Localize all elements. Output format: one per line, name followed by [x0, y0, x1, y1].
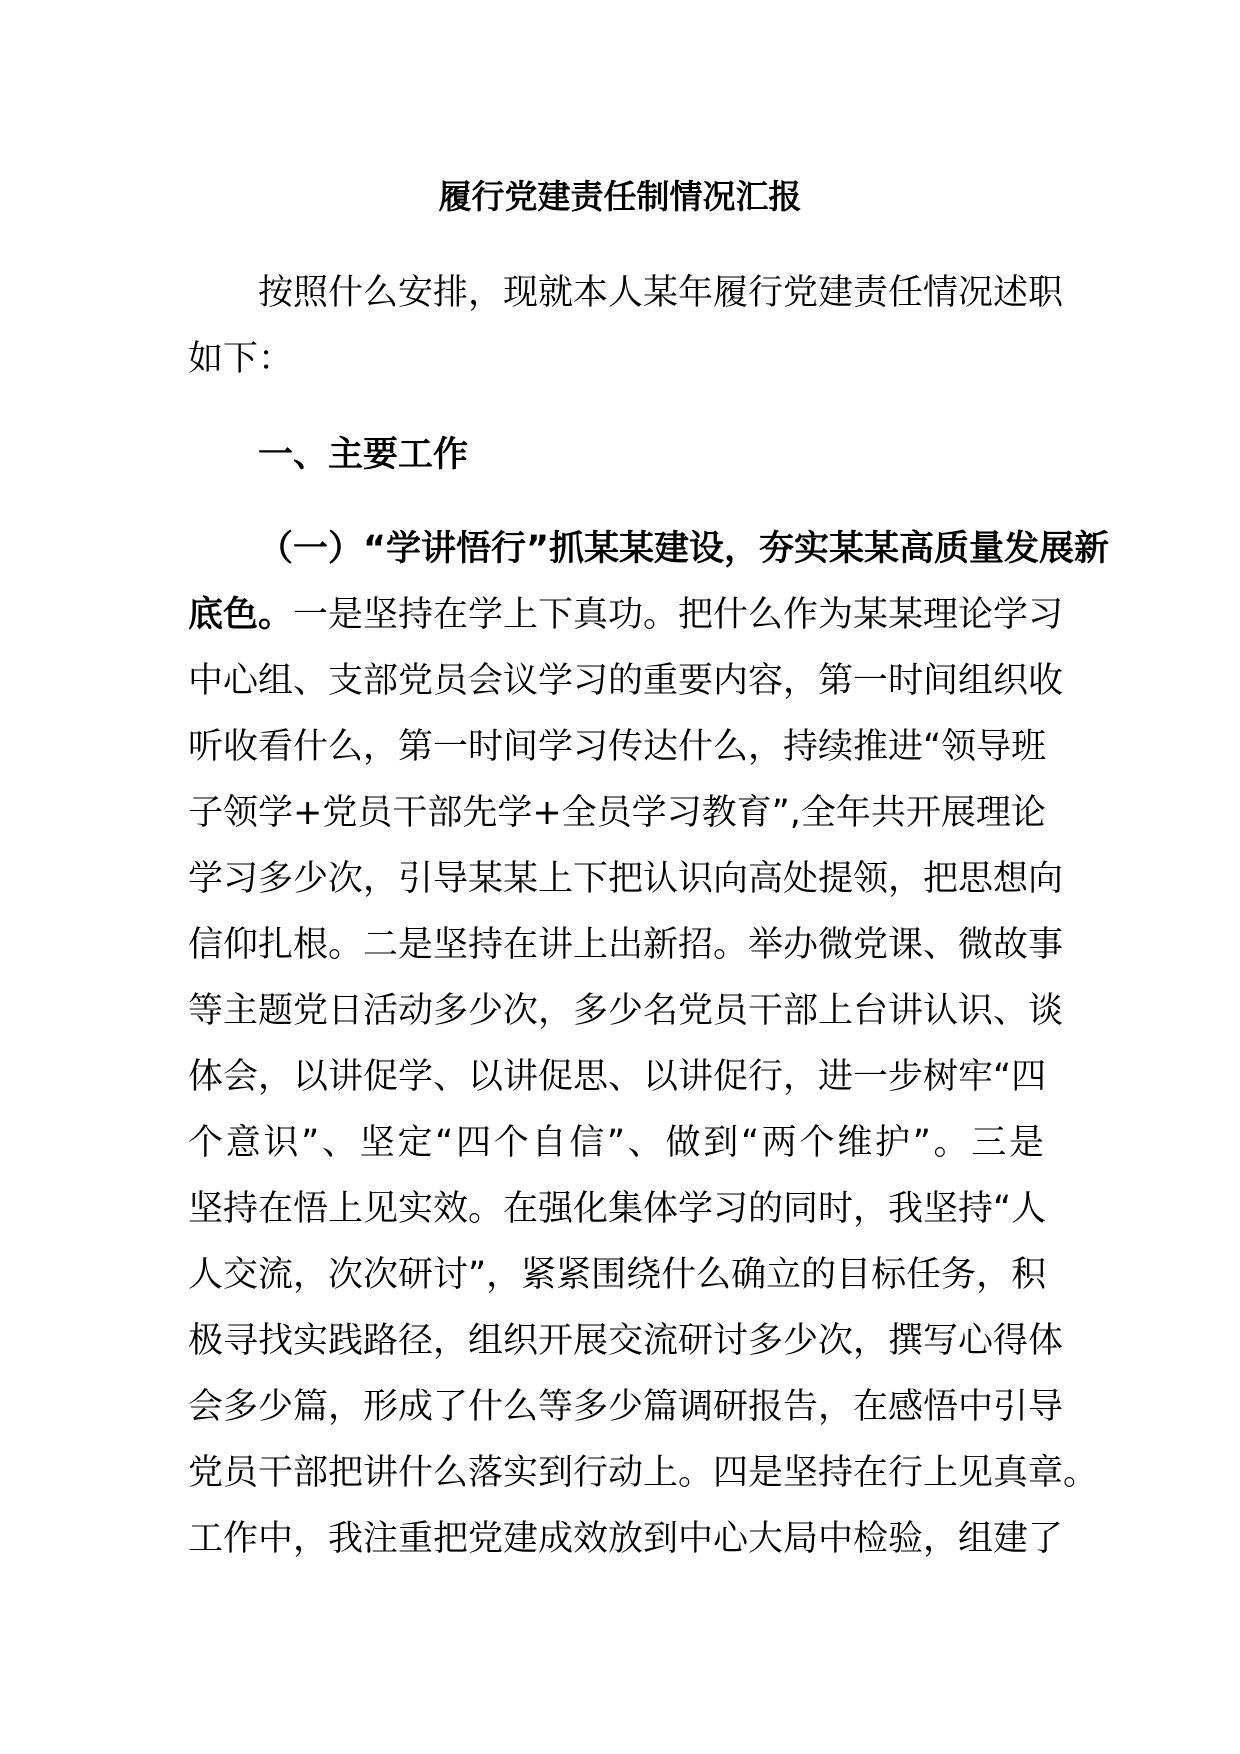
body-text: 等主题党日活动多少次，多少名党员干部上台讲认识、谈 [188, 991, 1064, 1031]
body-text: 听收看什么，第一时间学习传达什么，持续推进“领导班 [188, 727, 1047, 767]
body-text: 会多少篇，形成了什么等多少篇调研报告，在感悟中引导 [188, 1387, 1064, 1427]
body-text: 个意识”、坚定“四个自信”、做到“两个维护”。三是 [188, 1123, 1044, 1163]
document-title: 履行党建责任制情况汇报 [438, 177, 802, 216]
body-line [188, 780, 1044, 846]
body-text: 人交流，次次研讨”，紧紧围绕什么确立的目标任务，积 [188, 1255, 1047, 1295]
body-text: 坚持在悟上见实效。在强化集体学习的同时，我坚持“人 [188, 1189, 1047, 1229]
body-text: 体会，以讲促学、以讲促思、以讲促行，进一步树牢“四 [188, 1057, 1047, 1097]
body-line [188, 1374, 1064, 1440]
body-line [188, 516, 1110, 582]
intro-line: 如下： [188, 339, 294, 379]
bold-lead-text: 底色。 [188, 595, 294, 635]
body-text: 党员干部把讲什么落实到行动上。四是坚持在行上见真章。 [188, 1453, 1099, 1493]
body-line [188, 582, 1064, 648]
body-text: 信仰扎根。二是坚持在讲上出新招。举办微党课、微故事 [188, 925, 1064, 965]
section-heading: 一、主要工作 [258, 435, 469, 475]
body-text: 工作中，我注重把党建成效放到中心大局中检验，组建了 [188, 1519, 1064, 1559]
body-line [188, 1440, 1099, 1506]
body-line [188, 1044, 1047, 1110]
body-line [188, 714, 1047, 780]
body-line [188, 1242, 1047, 1308]
body-line [188, 912, 1064, 978]
intro-paragraph [188, 260, 1064, 392]
body-line [188, 978, 1064, 1044]
body-line [188, 648, 1064, 714]
body-line [188, 1308, 1064, 1374]
body-text: 学习多少次，引导某某上下把认识向高处提领，把思想向 [188, 859, 1064, 899]
body-text: 极寻找实践路径，组织开展交流研讨多少次，撰写心得体 [188, 1321, 1064, 1361]
body-line [188, 1176, 1047, 1242]
body-text: 一是坚持在学上下真功。把什么作为某某理论学习 [293, 595, 1064, 635]
body-line [188, 1506, 1064, 1572]
body-paragraph [188, 516, 1110, 1572]
body-line [188, 846, 1064, 912]
body-line [188, 1110, 1044, 1176]
bold-lead-text: （一）“学讲悟行”抓某某建设，夯实某某高质量发展新 [258, 529, 1110, 569]
body-text: 中心组、支部党员会议学习的重要内容，第一时间组织收 [188, 661, 1064, 701]
intro-line: 按照什么安排，现就本人某年履行党建责任情况述职 [258, 273, 1064, 313]
body-text: 子领学+党员干部先学+全员学习教育”,全年共开展理论 [188, 793, 1046, 833]
